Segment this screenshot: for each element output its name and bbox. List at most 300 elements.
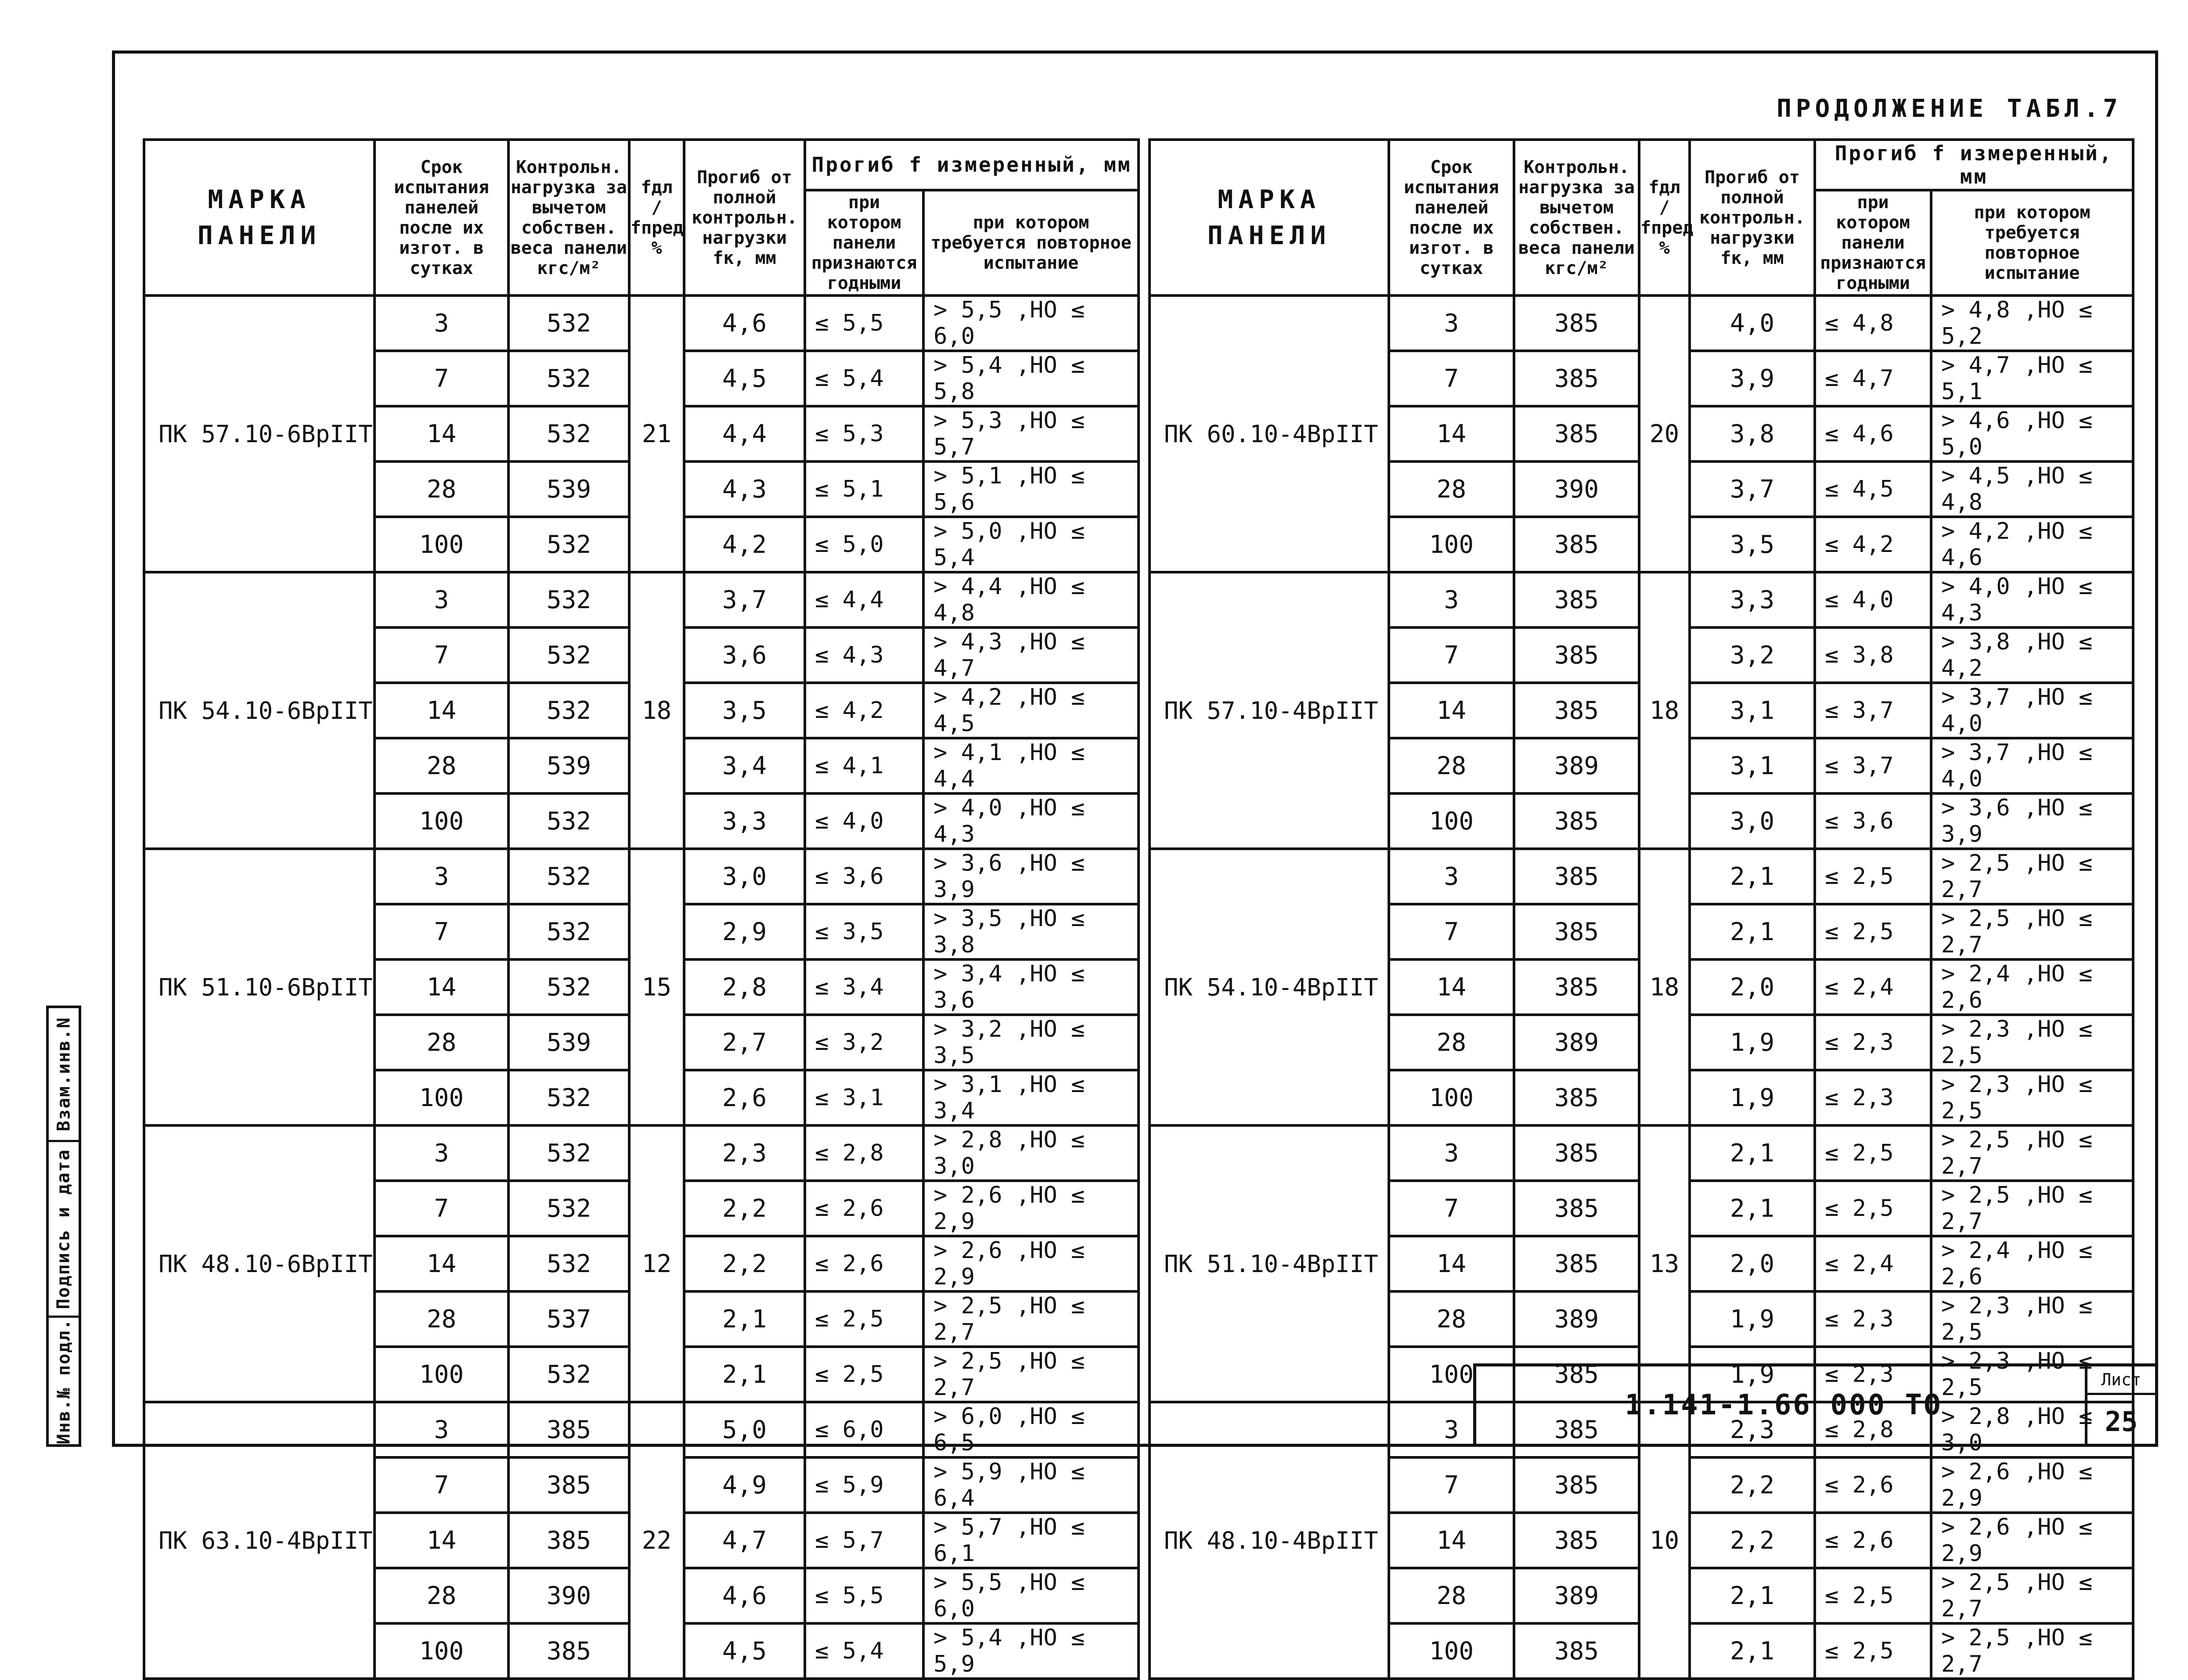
- cell-load: 532: [508, 1347, 629, 1402]
- cell-retest: > 4,8 ,НО ≤ 5,2: [1931, 296, 2133, 351]
- cell-good: ≤ 2,5: [1815, 1181, 1931, 1236]
- cell-load: 385: [1514, 1623, 1639, 1679]
- header-term: Срок испытания панелей после их изгот. в сутках: [375, 140, 508, 296]
- cell-full-deflection: 4,5: [684, 351, 805, 406]
- table-row: [144, 849, 1139, 904]
- cell-full-deflection: 2,2: [1690, 1457, 1815, 1513]
- cell-full-deflection: 2,6: [684, 1070, 805, 1125]
- cell-load: 532: [508, 793, 629, 849]
- cell-good: ≤ 5,7: [805, 1513, 923, 1568]
- panel-mark: ПК 54.10-6ВрIIТ: [144, 572, 375, 849]
- cell-good: ≤ 5,3: [805, 406, 923, 461]
- cell-load: 532: [508, 683, 629, 738]
- cell-full-deflection: 2,7: [684, 1015, 805, 1070]
- cell-term: 28: [375, 1015, 508, 1070]
- cell-retest: > 2,4 ,НО ≤ 2,6: [1931, 959, 2133, 1015]
- cell-load: 532: [508, 296, 629, 351]
- cell-good: ≤ 2,8: [1815, 1402, 1931, 1457]
- cell-load: 532: [508, 517, 629, 572]
- cell-full-deflection: 2,2: [684, 1236, 805, 1291]
- cell-full-deflection: 2,1: [1690, 1181, 1815, 1236]
- cell-term: 3: [1389, 572, 1514, 627]
- cell-full-deflection: 4,0: [1690, 296, 1815, 351]
- cell-good: ≤ 5,5: [805, 296, 923, 351]
- cell-term: 100: [375, 1623, 508, 1679]
- cell-term: 14: [375, 406, 508, 461]
- cell-good: ≤ 3,7: [1815, 738, 1931, 793]
- cell-good: ≤ 4,7: [1815, 351, 1931, 406]
- header-retest: при котором требуется повторное испытание: [1931, 190, 2133, 296]
- cell-term: 7: [1389, 627, 1514, 683]
- cell-retest: > 2,5 ,НО ≤ 2,7: [1931, 1125, 2133, 1181]
- cell-load: 390: [508, 1568, 629, 1623]
- cell-full-deflection: 3,2: [1690, 627, 1815, 683]
- side-stamp: [46, 1006, 81, 1447]
- cell-full-deflection: 3,1: [1690, 738, 1815, 793]
- cell-term: 100: [375, 1347, 508, 1402]
- panel-mark: ПК 57.10-6ВрIIТ: [144, 296, 375, 572]
- cell-retest: > 2,8 ,НО ≤ 3,0: [923, 1125, 1139, 1181]
- cell-full-deflection: 3,0: [1690, 793, 1815, 849]
- cell-good: ≤ 2,5: [1815, 904, 1931, 959]
- header-ratio: fдл / fпред %: [1639, 140, 1690, 296]
- cell-retest: > 5,9 ,НО ≤ 6,4: [923, 1457, 1139, 1513]
- cell-full-deflection: 2,3: [684, 1125, 805, 1181]
- cell-retest: > 4,5 ,НО ≤ 4,8: [1931, 461, 2133, 517]
- cell-full-deflection: 4,7: [684, 1513, 805, 1568]
- cell-retest: > 2,8 ,НО ≤ 3,0: [1931, 1402, 2133, 1457]
- cell-term: 7: [375, 1457, 508, 1513]
- cell-load: 389: [1514, 1291, 1639, 1347]
- cell-full-deflection: 1,9: [1690, 1070, 1815, 1125]
- header-good: при котором панели признаются годными: [805, 190, 923, 296]
- cell-retest: > 5,4 ,НО ≤ 5,9: [923, 1623, 1139, 1679]
- cell-full-deflection: 3,9: [1690, 351, 1815, 406]
- cell-full-deflection: 1,9: [1690, 1291, 1815, 1347]
- cell-full-deflection: 2,1: [1690, 904, 1815, 959]
- cell-good: ≤ 2,6: [1815, 1513, 1931, 1568]
- cell-term: 100: [1389, 1623, 1514, 1679]
- header-retest: при котором требуется повторное испытание: [923, 190, 1139, 296]
- cell-good: ≤ 5,5: [805, 1568, 923, 1623]
- cell-load: 385: [1514, 683, 1639, 738]
- header-mark: МАРКА ПАНЕЛИ: [1150, 140, 1389, 296]
- cell-good: ≤ 5,1: [805, 461, 923, 517]
- cell-full-deflection: 4,2: [684, 517, 805, 572]
- cell-retest: > 4,0 ,НО ≤ 4,3: [1931, 572, 2133, 627]
- cell-load: 532: [508, 1236, 629, 1291]
- table-row: [1150, 296, 2133, 351]
- cell-term: 14: [1389, 1513, 1514, 1568]
- cell-load: 385: [1514, 1070, 1639, 1125]
- table-row: [1150, 1125, 2133, 1181]
- cell-full-deflection: 5,0: [684, 1402, 805, 1457]
- cell-full-deflection: 4,9: [684, 1457, 805, 1513]
- cell-full-deflection: 2,1: [1690, 1125, 1815, 1181]
- cell-good: ≤ 3,6: [805, 849, 923, 904]
- cell-term: 100: [375, 517, 508, 572]
- cell-good: ≤ 2,5: [805, 1291, 923, 1347]
- cell-ratio: 18: [1639, 572, 1690, 849]
- side-cell-sign-date: [49, 1142, 79, 1318]
- panel-mark: ПК 57.10-4ВрIIТ: [1150, 572, 1389, 849]
- cell-load: 385: [1514, 1125, 1639, 1181]
- cell-full-deflection: 4,3: [684, 461, 805, 517]
- cell-good: ≤ 2,6: [805, 1236, 923, 1291]
- table-row: [144, 1402, 1139, 1457]
- cell-term: 7: [1389, 1181, 1514, 1236]
- cell-retest: > 3,2 ,НО ≤ 3,5: [923, 1015, 1139, 1070]
- table-left: [143, 138, 1140, 1680]
- cell-load: 385: [1514, 627, 1639, 683]
- cell-full-deflection: 2,1: [1690, 1623, 1815, 1679]
- cell-retest: > 5,7 ,НО ≤ 6,1: [923, 1513, 1139, 1568]
- cell-retest: > 5,1 ,НО ≤ 5,6: [923, 461, 1139, 517]
- cell-ratio: 18: [1639, 849, 1690, 1125]
- cell-load: 389: [1514, 1568, 1639, 1623]
- cell-term: 100: [1389, 1070, 1514, 1125]
- document-code: 1.141-1.66 000 ТО: [1625, 1389, 1943, 1421]
- cell-good: ≤ 3,2: [805, 1015, 923, 1070]
- cell-good: ≤ 5,4: [805, 1623, 923, 1679]
- cell-good: ≤ 2,3: [1815, 1291, 1931, 1347]
- cell-load: 385: [1514, 1457, 1639, 1513]
- title-block: [1473, 1363, 2158, 1447]
- cell-full-deflection: 1,9: [1690, 1347, 1815, 1402]
- cell-full-deflection: 3,7: [684, 572, 805, 627]
- cell-load: 385: [508, 1457, 629, 1513]
- cell-load: 532: [508, 351, 629, 406]
- cell-load: 385: [1514, 1181, 1639, 1236]
- panel-mark: ПК 60.10-4ВрIIТ: [1150, 296, 1389, 572]
- cell-term: 14: [375, 1513, 508, 1568]
- cell-load: 385: [1514, 793, 1639, 849]
- cell-retest: > 2,5 ,НО ≤ 2,7: [1931, 1568, 2133, 1623]
- header-ratio: fдл / fпред %: [629, 140, 684, 296]
- cell-term: 100: [1389, 517, 1514, 572]
- cell-load: 539: [508, 461, 629, 517]
- cell-load: 390: [1514, 461, 1639, 517]
- cell-load: 532: [508, 1125, 629, 1181]
- cell-term: 14: [375, 683, 508, 738]
- cell-term: 14: [1389, 959, 1514, 1015]
- cell-good: ≤ 3,1: [805, 1070, 923, 1125]
- cell-retest: > 2,5 ,НО ≤ 2,7: [923, 1347, 1139, 1402]
- cell-term: 14: [375, 959, 508, 1015]
- cell-good: ≤ 4,2: [1815, 517, 1931, 572]
- cell-retest: > 5,5 ,НО ≤ 6,0: [923, 1568, 1139, 1623]
- cell-retest: > 6,0 ,НО ≤ 6,5: [923, 1402, 1139, 1457]
- cell-ratio: 22: [629, 1402, 684, 1679]
- panel-mark: ПК 63.10-4ВрIIТ: [144, 1402, 375, 1679]
- cell-load: 532: [508, 904, 629, 959]
- sheet-label: Лист: [2087, 1366, 2155, 1395]
- cell-good: ≤ 4,3: [805, 627, 923, 683]
- cell-load: 539: [508, 1015, 629, 1070]
- cell-term: 28: [1389, 738, 1514, 793]
- cell-retest: > 4,2 ,НО ≤ 4,6: [1931, 517, 2133, 572]
- cell-good: ≤ 2,5: [1815, 1623, 1931, 1679]
- cell-load: 385: [1514, 1513, 1639, 1568]
- cell-good: ≤ 2,4: [1815, 959, 1931, 1015]
- cell-good: ≤ 2,6: [805, 1181, 923, 1236]
- side-cell-inv-orig: [49, 1318, 79, 1445]
- panel-mark: ПК 51.10-6ВрIIТ: [144, 849, 375, 1125]
- cell-good: ≤ 3,7: [1815, 683, 1931, 738]
- table-right: [1148, 138, 2134, 1680]
- cell-term: 7: [1389, 1457, 1514, 1513]
- cell-full-deflection: 3,4: [684, 738, 805, 793]
- cell-good: ≤ 4,5: [1815, 461, 1931, 517]
- cell-retest: > 2,6 ,НО ≤ 2,9: [1931, 1457, 2133, 1513]
- cell-term: 28: [1389, 1015, 1514, 1070]
- cell-term: 28: [1389, 1291, 1514, 1347]
- cell-full-deflection: 3,5: [1690, 517, 1815, 572]
- cell-full-deflection: 4,6: [684, 296, 805, 351]
- cell-term: 28: [375, 738, 508, 793]
- cell-good: ≤ 2,3: [1815, 1347, 1931, 1402]
- table-row: [144, 572, 1139, 627]
- table-right-body: [1150, 296, 2133, 1679]
- cell-good: ≤ 2,6: [1815, 1457, 1931, 1513]
- cell-load: 389: [1514, 738, 1639, 793]
- cell-full-deflection: 3,3: [1690, 572, 1815, 627]
- cell-term: 3: [1389, 1402, 1514, 1457]
- cell-retest: > 4,7 ,НО ≤ 5,1: [1931, 351, 2133, 406]
- cell-full-deflection: 2,3: [1690, 1402, 1815, 1457]
- cell-full-deflection: 3,6: [684, 627, 805, 683]
- cell-full-deflection: 4,4: [684, 406, 805, 461]
- cell-retest: > 2,6 ,НО ≤ 2,9: [923, 1236, 1139, 1291]
- cell-good: ≤ 4,1: [805, 738, 923, 793]
- cell-term: 3: [375, 1125, 508, 1181]
- cell-term: 14: [1389, 683, 1514, 738]
- header-measured: Прогиб f измеренный, мм: [1815, 140, 2133, 190]
- cell-full-deflection: 2,1: [1690, 849, 1815, 904]
- cell-load: 385: [1514, 849, 1639, 904]
- cell-retest: > 2,3 ,НО ≤ 2,5: [1931, 1291, 2133, 1347]
- cell-good: ≤ 4,0: [805, 793, 923, 849]
- cell-full-deflection: 2,2: [1690, 1513, 1815, 1568]
- cell-term: 3: [1389, 1125, 1514, 1181]
- cell-term: 28: [375, 1291, 508, 1347]
- cell-retest: > 3,5 ,НО ≤ 3,8: [923, 904, 1139, 959]
- cell-good: ≤ 5,9: [805, 1457, 923, 1513]
- cell-load: 385: [1514, 1402, 1639, 1457]
- cell-term: 3: [375, 849, 508, 904]
- panel-mark: ПК 54.10-4ВрIIТ: [1150, 849, 1389, 1125]
- cell-load: 532: [508, 1070, 629, 1125]
- cell-full-deflection: 3,5: [684, 683, 805, 738]
- cell-load: 389: [1514, 1015, 1639, 1070]
- cell-load: 385: [1514, 904, 1639, 959]
- cell-good: ≤ 4,4: [805, 572, 923, 627]
- header-mark: МАРКА ПАНЕЛИ: [144, 140, 375, 296]
- cell-ratio: 18: [629, 572, 684, 849]
- cell-full-deflection: 2,0: [1690, 959, 1815, 1015]
- cell-full-deflection: 3,3: [684, 793, 805, 849]
- table-row: [1150, 572, 2133, 627]
- cell-full-deflection: 2,0: [1690, 1236, 1815, 1291]
- cell-good: ≤ 2,3: [1815, 1015, 1931, 1070]
- side-cell-inv-zam: [49, 1008, 79, 1142]
- cell-retest: > 3,1 ,НО ≤ 3,4: [923, 1070, 1139, 1125]
- cell-retest: > 4,6 ,НО ≤ 5,0: [1931, 406, 2133, 461]
- cell-retest: > 2,5 ,НО ≤ 2,7: [1931, 1623, 2133, 1679]
- cell-retest: > 2,6 ,НО ≤ 2,9: [1931, 1513, 2133, 1568]
- sheet-number: 25: [2105, 1405, 2138, 1438]
- cell-term: 28: [1389, 461, 1514, 517]
- cell-load: 385: [1514, 517, 1639, 572]
- cell-term: 3: [1389, 296, 1514, 351]
- cell-load: 385: [508, 1513, 629, 1568]
- cell-load: 532: [508, 406, 629, 461]
- cell-term: 28: [375, 1568, 508, 1623]
- cell-term: 28: [375, 461, 508, 517]
- cell-load: 385: [1514, 1236, 1639, 1291]
- cell-term: 7: [375, 351, 508, 406]
- panel-mark: ПК 48.10-6ВрIIТ: [144, 1125, 375, 1402]
- cell-load: 385: [1514, 406, 1639, 461]
- cell-retest: > 2,3 ,НО ≤ 2,5: [1931, 1070, 2133, 1125]
- cell-term: 100: [375, 793, 508, 849]
- header-good: при котором панели признаются годными: [1815, 190, 1931, 296]
- cell-full-deflection: 4,5: [684, 1623, 805, 1679]
- cell-good: ≤ 5,4: [805, 351, 923, 406]
- cell-retest: > 3,7 ,НО ≤ 4,0: [1931, 683, 2133, 738]
- header-load: Контрольн. нагрузка за вычетом собствен. веса панели кгс/м²: [1514, 140, 1639, 296]
- cell-load: 385: [1514, 572, 1639, 627]
- cell-load: 532: [508, 849, 629, 904]
- cell-retest: > 3,6 ,НО ≤ 3,9: [923, 849, 1139, 904]
- cell-good: ≤ 2,5: [1815, 1125, 1931, 1181]
- header-full-deflection: Прогиб от полной контрольн. нагрузки fк, мм: [684, 140, 805, 296]
- cell-retest: > 2,5 ,НО ≤ 2,7: [1931, 1181, 2133, 1236]
- cell-ratio: 10: [1639, 1402, 1690, 1679]
- cell-good: ≤ 4,0: [1815, 572, 1931, 627]
- cell-full-deflection: 2,1: [684, 1291, 805, 1347]
- cell-full-deflection: 2,9: [684, 904, 805, 959]
- cell-term: 28: [1389, 1568, 1514, 1623]
- cell-term: 7: [375, 1181, 508, 1236]
- table-left-body: [144, 296, 1139, 1679]
- cell-retest: > 5,4 ,НО ≤ 5,8: [923, 351, 1139, 406]
- sheet-box: [2085, 1366, 2155, 1444]
- cell-good: ≤ 6,0: [805, 1402, 923, 1457]
- cell-load: 532: [508, 1181, 629, 1236]
- cell-term: 100: [375, 1070, 508, 1125]
- cell-good: ≤ 3,8: [1815, 627, 1931, 683]
- cell-ratio: 13: [1639, 1125, 1690, 1402]
- cell-ratio: 20: [1639, 296, 1690, 572]
- header-term: Срок испытания панелей после их изгот. в сутках: [1389, 140, 1514, 296]
- cell-term: 3: [1389, 849, 1514, 904]
- cell-full-deflection: 2,8: [684, 959, 805, 1015]
- side-label-inv-zam: Взам.инв.N: [54, 1017, 74, 1132]
- cell-term: 14: [1389, 1236, 1514, 1291]
- cell-good: ≤ 4,6: [1815, 406, 1931, 461]
- side-label-sign-date: Подпись и дата: [54, 1148, 74, 1309]
- cell-good: ≤ 2,4: [1815, 1236, 1931, 1291]
- cell-good: ≤ 3,6: [1815, 793, 1931, 849]
- cell-ratio: 21: [629, 296, 684, 572]
- header-load: Контрольн. нагрузка за вычетом собствен. веса панели кгс/м²: [508, 140, 629, 296]
- cell-retest: > 2,3 ,НО ≤ 2,5: [1931, 1347, 2133, 1402]
- cell-full-deflection: 2,1: [684, 1347, 805, 1402]
- cell-retest: > 4,2 ,НО ≤ 4,5: [923, 683, 1139, 738]
- cell-retest: > 2,4 ,НО ≤ 2,6: [1931, 1236, 2133, 1291]
- cell-load: 537: [508, 1291, 629, 1347]
- cell-load: 385: [508, 1623, 629, 1679]
- table-caption: ПРОДОЛЖЕНИЕ ТАБЛ.7: [1777, 94, 2122, 123]
- cell-full-deflection: 1,9: [1690, 1015, 1815, 1070]
- cell-good: ≤ 2,3: [1815, 1070, 1931, 1125]
- cell-term: 100: [1389, 793, 1514, 849]
- cell-load: 539: [508, 738, 629, 793]
- cell-load: 385: [1514, 351, 1639, 406]
- cell-term: 7: [1389, 351, 1514, 406]
- cell-full-deflection: 3,1: [1690, 683, 1815, 738]
- cell-term: 7: [375, 627, 508, 683]
- table-row: [1150, 849, 2133, 904]
- cell-retest: > 2,5 ,НО ≤ 2,7: [923, 1291, 1139, 1347]
- cell-good: ≤ 4,8: [1815, 296, 1931, 351]
- cell-retest: > 4,3 ,НО ≤ 4,7: [923, 627, 1139, 683]
- panel-mark: ПК 51.10-4ВрIIТ: [1150, 1125, 1389, 1402]
- cell-good: ≤ 2,8: [805, 1125, 923, 1181]
- cell-term: 100: [1389, 1347, 1514, 1402]
- table-row: [144, 1125, 1139, 1181]
- cell-retest: > 2,6 ,НО ≤ 2,9: [923, 1181, 1139, 1236]
- cell-load: 385: [508, 1402, 629, 1457]
- cell-ratio: 15: [629, 849, 684, 1125]
- cell-full-deflection: 2,1: [1690, 1568, 1815, 1623]
- cell-full-deflection: 2,2: [684, 1181, 805, 1236]
- cell-load: 532: [508, 959, 629, 1015]
- cell-retest: > 2,5 ,НО ≤ 2,7: [1931, 904, 2133, 959]
- cell-term: 14: [1389, 406, 1514, 461]
- cell-load: 385: [1514, 1347, 1639, 1402]
- cell-term: 3: [375, 572, 508, 627]
- cell-retest: > 4,0 ,НО ≤ 4,3: [923, 793, 1139, 849]
- cell-retest: > 5,5 ,НО ≤ 6,0: [923, 296, 1139, 351]
- cell-retest: > 5,3 ,НО ≤ 5,7: [923, 406, 1139, 461]
- cell-load: 532: [508, 572, 629, 627]
- cell-retest: > 3,4 ,НО ≤ 3,6: [923, 959, 1139, 1015]
- table-row: [144, 296, 1139, 351]
- cell-ratio: 12: [629, 1125, 684, 1402]
- cell-retest: > 4,1 ,НО ≤ 4,4: [923, 738, 1139, 793]
- cell-retest: > 5,0 ,НО ≤ 5,4: [923, 517, 1139, 572]
- cell-term: 7: [1389, 904, 1514, 959]
- cell-retest: > 3,8 ,НО ≤ 4,2: [1931, 627, 2133, 683]
- cell-good: ≤ 2,5: [1815, 849, 1931, 904]
- cell-retest: > 2,3 ,НО ≤ 2,5: [1931, 1015, 2133, 1070]
- cell-retest: > 3,7 ,НО ≤ 4,0: [1931, 738, 2133, 793]
- cell-good: ≤ 4,2: [805, 683, 923, 738]
- header-measured: Прогиб f измеренный, мм: [805, 140, 1139, 190]
- cell-good: ≤ 2,5: [805, 1347, 923, 1402]
- cell-retest: > 3,6 ,НО ≤ 3,9: [1931, 793, 2133, 849]
- cell-good: ≤ 5,0: [805, 517, 923, 572]
- side-label-inv-orig: Инв.№ подл.: [54, 1318, 74, 1445]
- cell-term: 7: [375, 904, 508, 959]
- cell-load: 532: [508, 627, 629, 683]
- cell-good: ≤ 3,5: [805, 904, 923, 959]
- cell-retest: > 4,4 ,НО ≤ 4,8: [923, 572, 1139, 627]
- cell-load: 385: [1514, 959, 1639, 1015]
- header-full-deflection: Прогиб от полной контрольн. нагрузки fк, мм: [1690, 140, 1815, 296]
